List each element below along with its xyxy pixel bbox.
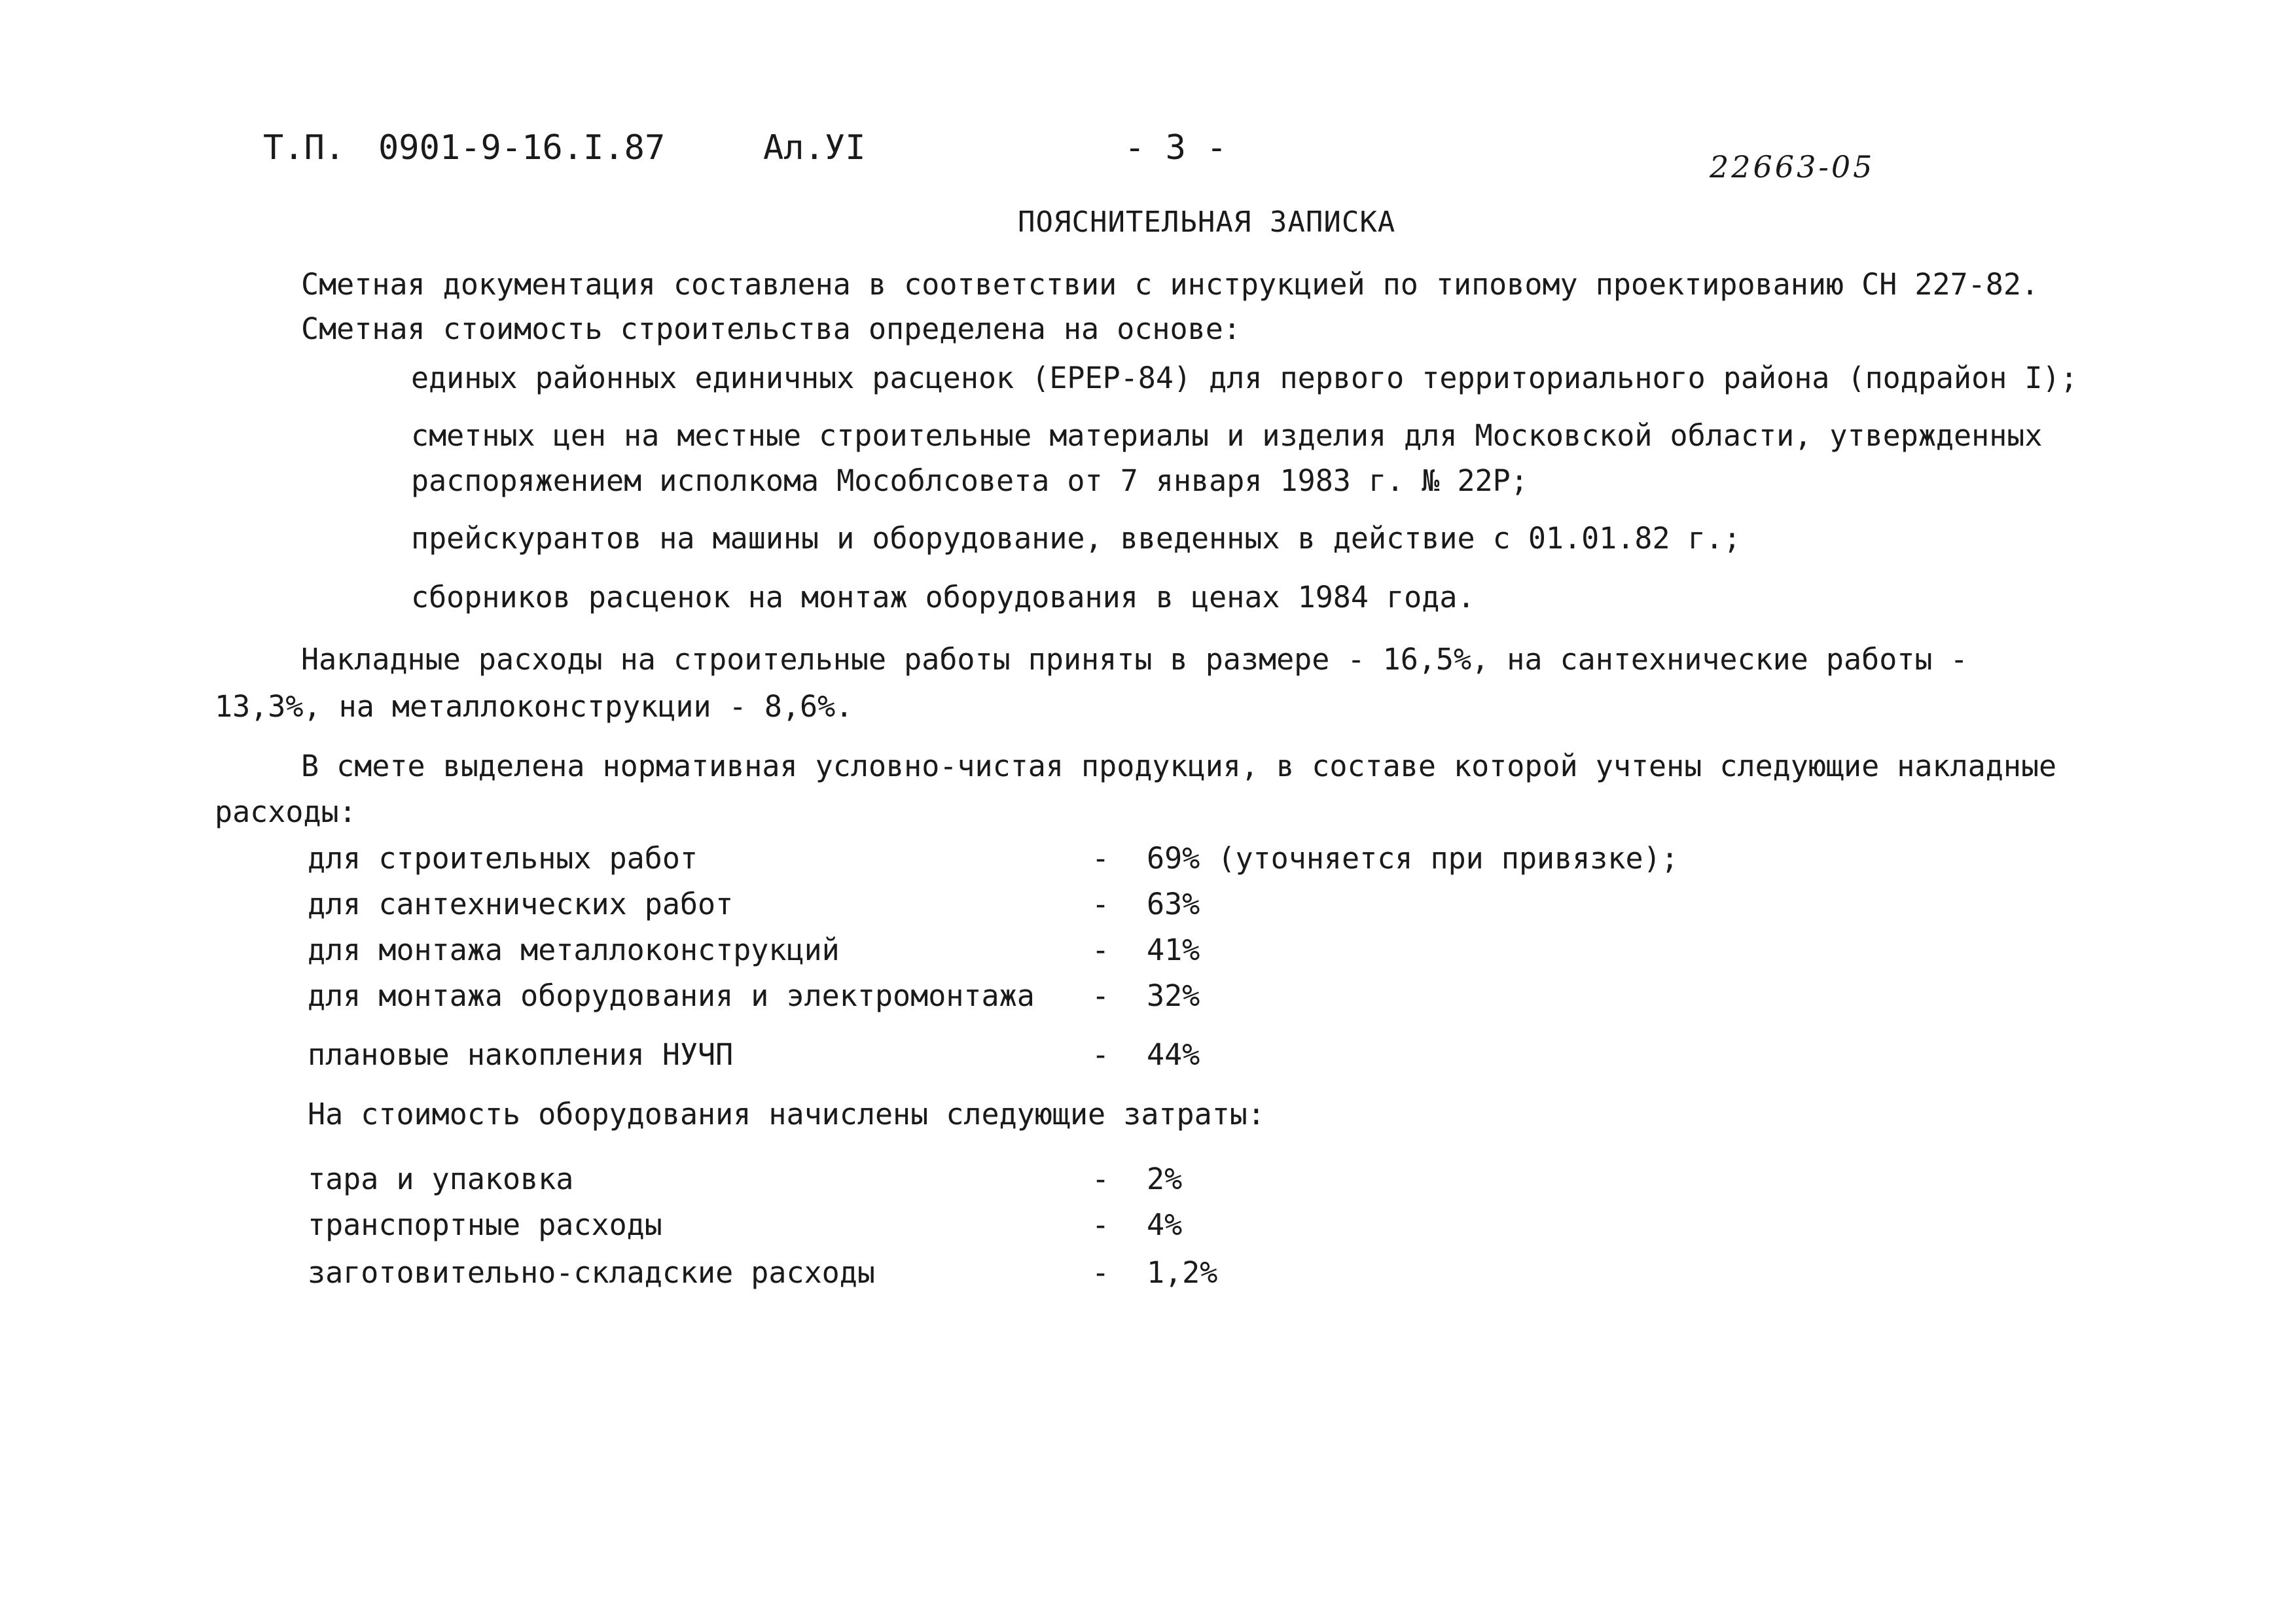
item-value: 63% bbox=[1147, 887, 1200, 921]
item-dash: - bbox=[1092, 1037, 1110, 1072]
page-number: - 3 - bbox=[1124, 128, 1227, 168]
basis-item-2-line-1: сметных цен на местные строительные материалы и изделия для Московской области, утвержденных bbox=[411, 418, 2043, 453]
item-label: заготовительно-складские расходы bbox=[308, 1255, 875, 1290]
item-dash: - bbox=[1092, 1207, 1110, 1242]
item-label: для строительных работ bbox=[308, 841, 698, 876]
paragraph-4-line-2: расходы: bbox=[215, 794, 357, 829]
item-value: 1,2% bbox=[1147, 1255, 1218, 1290]
paragraph-4-line-1: В смете выделена нормативная условно-чистая продукция, в составе которой учтены следующие накладные bbox=[301, 749, 2057, 783]
item-dash: - bbox=[1092, 933, 1110, 967]
paragraph-3-line-1: Накладные расходы на строительные работы приняты в размере - 16,5%, на сантехнические работы - bbox=[301, 642, 1968, 677]
basis-item-4: сборников расценок на монтаж оборудования в ценах 1984 года. bbox=[411, 580, 1475, 615]
item-value: 4% bbox=[1147, 1207, 1183, 1242]
item-label: для сантехнических работ bbox=[308, 887, 734, 921]
item-dash: - bbox=[1092, 1162, 1110, 1196]
paragraph-5: На стоимость оборудования начислены следующие затраты: bbox=[308, 1097, 1265, 1132]
item-label: тара и упаковка bbox=[308, 1162, 574, 1196]
item-value: 69% (уточняется при привязке); bbox=[1147, 841, 1679, 876]
item-value: 44% bbox=[1147, 1037, 1200, 1072]
item-label: для монтажа металлоконструкций bbox=[308, 933, 840, 967]
item-dash: - bbox=[1092, 1255, 1110, 1290]
item-value: 2% bbox=[1147, 1162, 1183, 1196]
basis-item-1: единых районных единичных расценок (ЕРЕР-84) для первого территориального района (подрайон I); bbox=[411, 361, 2078, 395]
doc-code: 0901-9-16.I.87 bbox=[378, 128, 666, 168]
album-number: Ал.УI bbox=[763, 128, 866, 168]
paragraph-3-line-2: 13,3%, на металлоконструкции - 8,6%. bbox=[215, 689, 853, 724]
basis-item-3: прейскурантов на машины и оборудование, введенных в действие с 01.01.82 г.; bbox=[411, 521, 1741, 556]
inventory-number: 22663-05 bbox=[1710, 149, 1875, 185]
basis-item-2-line-2: распоряжением исполкома Мособлсовета от 7 января 1983 г. № 22Р; bbox=[411, 463, 1528, 498]
item-dash: - bbox=[1092, 978, 1110, 1013]
item-label: плановые накопления НУЧП bbox=[308, 1037, 734, 1072]
item-dash: - bbox=[1092, 841, 1110, 876]
item-value: 32% bbox=[1147, 978, 1200, 1013]
item-value: 41% bbox=[1147, 933, 1200, 967]
item-label: транспортные расходы bbox=[308, 1207, 662, 1242]
page-title: ПОЯСНИТЕЛЬНАЯ ЗАПИСКА bbox=[1018, 205, 1396, 239]
paragraph-1: Сметная документация составлена в соответствии с инструкцией по типовому проектированию СН 227-82. bbox=[301, 267, 2039, 302]
item-label: для монтажа оборудования и электромонтажа bbox=[308, 978, 1035, 1013]
paragraph-2: Сметная стоимость строительства определена на основе: bbox=[301, 312, 1241, 346]
item-dash: - bbox=[1092, 887, 1110, 921]
doc-series: Т.П. bbox=[263, 128, 346, 168]
